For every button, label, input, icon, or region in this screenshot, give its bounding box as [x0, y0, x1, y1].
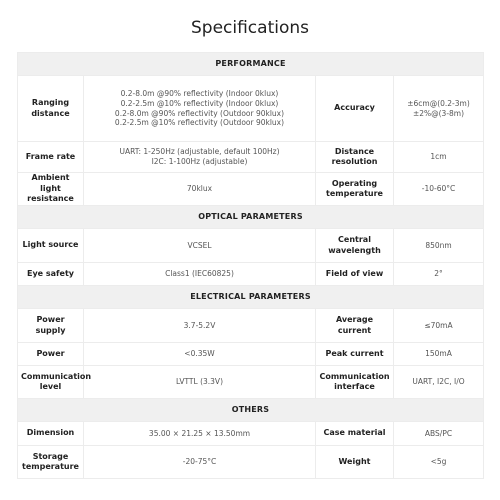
spec-label: Case material [316, 422, 394, 446]
spec-row [18, 309, 484, 343]
spec-label: Storage temperature [18, 446, 84, 479]
spec-row [18, 422, 484, 446]
section-title-optical: OPTICAL PARAMETERS [18, 206, 484, 229]
spec-value: VCSEL [84, 229, 316, 263]
spec-label: Central wavelength [316, 229, 394, 263]
spec-label: Communication level [18, 366, 84, 399]
spec-row [18, 76, 484, 142]
spec-row [18, 173, 484, 206]
spec-row [18, 446, 484, 479]
spec-label: Dimension [18, 422, 84, 446]
spec-row [18, 229, 484, 263]
spec-label: Communication interface [316, 366, 394, 399]
spec-value: UART: 1-250Hz (adjustable, default 100Hz) I2C: 1-100Hz (adjustable) [84, 142, 316, 173]
spec-label: Operating temperature [316, 173, 394, 206]
spec-label: Power supply [18, 309, 84, 343]
spec-value: ±6cm@(0.2-3m) ±2%@(3-8m) [394, 76, 484, 142]
spec-label: Eye safety [18, 263, 84, 286]
spec-value: 3.7-5.2V [84, 309, 316, 343]
spec-value: ≤70mA [394, 309, 484, 343]
spec-value: 70klux [84, 173, 316, 206]
spec-label: Peak current [316, 343, 394, 366]
section-header-row [18, 286, 484, 309]
section-title-others: OTHERS [18, 399, 484, 422]
spec-label: Field of view [316, 263, 394, 286]
spec-table [17, 52, 484, 479]
spec-value: <5g [394, 446, 484, 479]
spec-row [18, 343, 484, 366]
spec-value: 1cm [394, 142, 484, 173]
section-title-performance: PERFORMANCE [18, 53, 484, 76]
spec-value: 2° [394, 263, 484, 286]
spec-label: Distance resolution [316, 142, 394, 173]
spec-label: Frame rate [18, 142, 84, 173]
section-header-row [18, 399, 484, 422]
spec-value: -10-60°C [394, 173, 484, 206]
page-title: Specifications [190, 18, 309, 38]
spec-value: Class1 (IEC60825) [84, 263, 316, 286]
spec-row [18, 263, 484, 286]
spec-value: 35.00 × 21.25 × 13.50mm [84, 422, 316, 446]
section-title-electrical: ELECTRICAL PARAMETERS [18, 286, 484, 309]
spec-row [18, 142, 484, 173]
spec-value: UART, I2C, I/O [394, 366, 484, 399]
spec-value: 0.2-8.0m @90% reflectivity (Indoor 0klux) 0.2-2.5m @10% reflectivity (Indoor 0klux) 0.2-8.0m @90% reflectivity (Outdoor 90klux) 0.2-2.5m @10% reflectivity (Outdoor 90klux) [84, 76, 316, 142]
spec-value: ABS/PC [394, 422, 484, 446]
spec-label: Weight [316, 446, 394, 479]
spec-value: <0.35W [84, 343, 316, 366]
section-header-row [18, 53, 484, 76]
spec-value: 850nm [394, 229, 484, 263]
section-header-row [18, 206, 484, 229]
spec-row [18, 366, 484, 399]
spec-value: 150mA [394, 343, 484, 366]
spec-label: Accuracy [316, 76, 394, 142]
spec-label: Ranging distance [18, 76, 84, 142]
spec-label: Light source [18, 229, 84, 263]
spec-label: Average current [316, 309, 394, 343]
spec-label: Ambient light resistance [18, 173, 84, 206]
spec-value: -20-75°C [84, 446, 316, 479]
spec-value: LVTTL (3.3V) [84, 366, 316, 399]
spec-label: Power [18, 343, 84, 366]
